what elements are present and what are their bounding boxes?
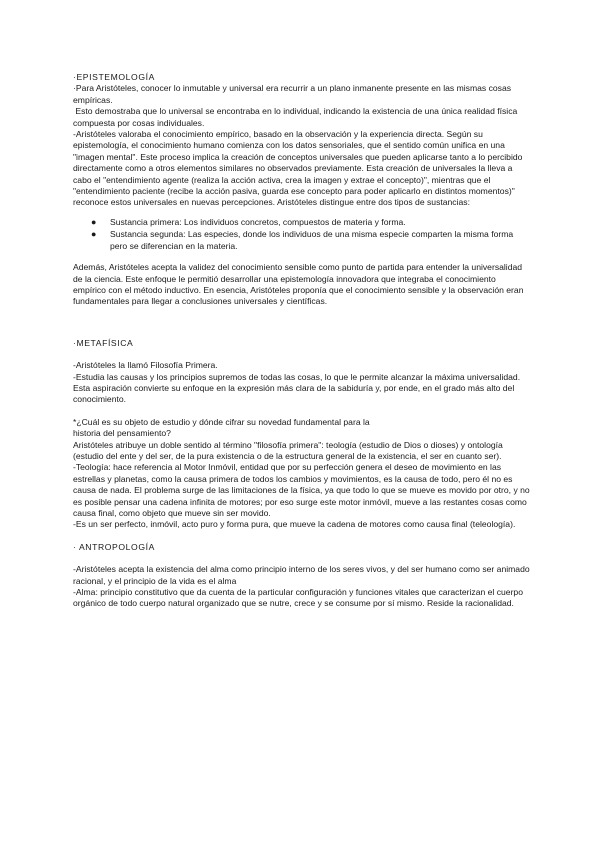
paragraph: Aristóteles atribuye un doble sentido al término "filosofía primera": teología (estudio de Dios o dioses) y ontología (estudio del ente y del ser, de la pura existencia o de la estructura general de la existencia, el ser en cuanto ser). (73, 439, 503, 461)
section-epistemologia (73, 72, 530, 308)
list-item (73, 229, 530, 252)
paragraph: Además, Aristóteles acepta la validez del conocimiento sensible como punto de partida para entender la universalidad de la ciencia. Este enfoque le permitió desarrollar una epistemología innovadora que integraba el conocimiento empírico con el método inductivo. En esencia, Aristóteles proponía que el conocimiento sensible y la observación eran fundamentales para llegar a conclusiones universales y científicas. (73, 262, 524, 307)
list-item (73, 217, 530, 228)
section-metafisica (73, 338, 530, 531)
question: *¿Cuál es su objeto de estudio y dónde cifrar su novedad fundamental para la historia del pensamiento? (73, 416, 370, 439)
substances-list (73, 217, 530, 252)
paragraph: Esto demostraba que lo universal se encontraba en lo individual, indicando la existencia de una única realidad física compuesta por cosas individuales. (73, 106, 520, 128)
section-title-antropologia: · ANTROPOLOGÍA (73, 541, 155, 552)
section-antropologia (73, 542, 530, 610)
paragraph: -Estudia las causas y los principios supremos de todas las cosas, lo que le permite alcanzar la máxima universalidad. Esta aspiración convierte su enfoque en la expresión más clara de la sabiduría y, por ende, en el grado más alto del conocimiento. (73, 371, 521, 405)
list-item-text: Sustancia segunda: Las especies, donde los individuos de una misma especie comparten la misma forma pero se diferencian en la materia. (110, 229, 514, 251)
paragraph: -Alma: principio constitutivo que da cuenta de la particular configuración y funciones vitales que caracterizan el cuerpo orgánico de todo cuerpo natural organizado que se nutre, crece y se consume por sí mismo. Reside la racionalidad. (73, 587, 523, 609)
paragraph: -Aristóteles valoraba el conocimiento empírico, basado en la observación y la experiencia directa. Según su epistemología, el conocimiento humano comienza con los datos sensoriales, que el sentido común unifica en una "imagen mental". Este proceso implica la creación de conceptos universales que pueden aplicarse tanto a lo percibido directamente como a otros elementos similares no observados previamente. Esta creación de universales la lleva a cabo el "entendimiento agente (realiza la acción activa, crea la imagen y extrae el concepto)", mientras que el "entendimiento paciente (recibe la acción pasiva, guarda ese concepto para poder aplicarlo en distintos momentos)" reconoce estos universales en nuevas percepciones. Aristóteles distingue entre dos tipos de sustancias: (73, 129, 523, 208)
paragraph: -Aristóteles la llamó Filosofía Primera. (73, 360, 218, 371)
section-title-metafisica: ·METAFÍSICA (73, 337, 134, 348)
list-item-text: Sustancia primera: Los individuos concretos, compuestos de materia y forma. (110, 216, 406, 227)
paragraph: -Aristóteles acepta la existencia del alma como principio interno de los seres vivos, y del ser humano como ser animado racional, y el principio de la vida es el alma (73, 564, 530, 586)
section-title-epistemologia: ·EPISTEMOLOGÍA (73, 72, 155, 82)
bullet-icon: ● (91, 229, 97, 240)
paragraph: -Teología: hace referencia al Motor Inmóvil, entidad que por su perfección genera el deseo de movimiento en las estrellas y planetas, como la causa primera de todos los cambios y movimientos, es la causa de todo, pero él no es causa de nada. El problema surge de las limitaciones de la física, ya que todo lo que se mueve es movido por otro, y no es posible pensar una cadena infinita de motores; por eso surge este motor inmóvil, mueve a las restantes cosas como causa final, como objeto que mueve sin ser movido. (73, 462, 530, 518)
paragraph: -Es un ser perfecto, inmóvil, acto puro y forma pura, que mueve la cadena de motores como causa final (teleología). (73, 519, 516, 530)
paragraph: ·Para Aristóteles, conocer lo inmutable y universal era recurrir a un plano inmanente presente en las mismas cosas empíricas. (73, 83, 512, 105)
bullet-icon: ● (91, 216, 97, 227)
